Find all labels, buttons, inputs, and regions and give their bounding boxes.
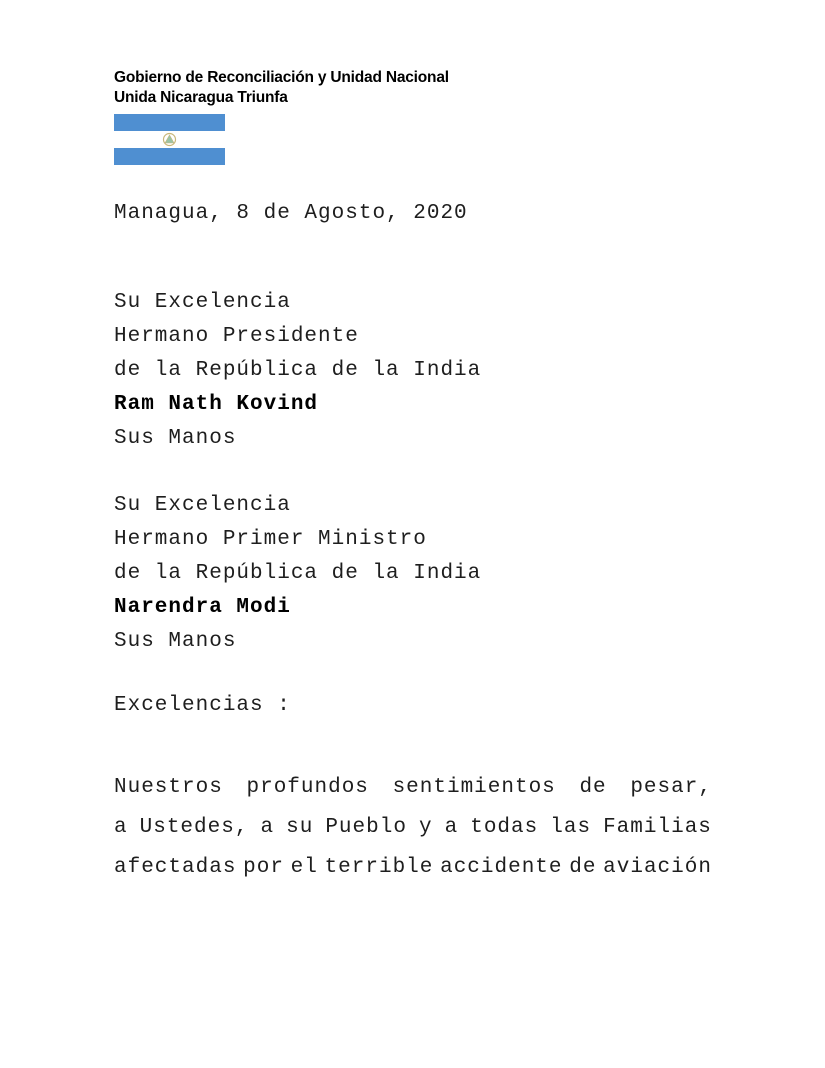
body-line: [114, 768, 712, 808]
body-word: a: [444, 816, 459, 839]
salutation: Excelencias :: [114, 694, 291, 717]
letter-date: Managua, 8 de Agosto, 2020: [114, 202, 468, 225]
recipient-role: Hermano Primer Ministro: [114, 528, 427, 551]
recipient-block-president: [114, 286, 481, 456]
body-word: pesar,: [630, 776, 712, 799]
body-word: profundos: [246, 776, 369, 799]
recipient-closing: Sus Manos: [114, 630, 237, 653]
body-word: Pueblo: [325, 816, 407, 839]
body-word: las: [550, 816, 592, 839]
body-word: a: [114, 816, 128, 839]
body-word: todas: [470, 816, 539, 839]
body-word: sentimientos: [392, 776, 556, 799]
letter-body: [114, 768, 712, 888]
letterhead-slogan: Unida Nicaragua Triunfa: [114, 89, 288, 106]
letterhead-government-name: Gobierno de Reconciliación y Unidad Nacional: [114, 69, 449, 86]
body-word: de: [569, 856, 597, 879]
recipient-title: Su Excelencia: [114, 291, 291, 314]
body-word: a: [260, 816, 275, 839]
body-line: [114, 808, 712, 848]
body-word: terrible: [324, 856, 434, 879]
letterhead: [114, 68, 449, 108]
body-word: Nuestros: [114, 776, 223, 799]
body-word: afectadas: [114, 856, 237, 879]
body-word: aviación: [603, 856, 712, 879]
body-word: y: [418, 816, 433, 839]
nicaragua-flag-icon: [114, 114, 225, 165]
body-word: su: [286, 816, 314, 839]
body-word: el: [290, 856, 318, 879]
recipient-country: de la República de la India: [114, 359, 482, 382]
recipient-name: Narendra Modi: [114, 596, 291, 619]
body-line: [114, 848, 712, 888]
body-word: por: [243, 856, 284, 879]
body-word: accidente: [440, 856, 563, 879]
body-word: Familias: [603, 816, 712, 839]
recipient-country: de la República de la India: [114, 562, 482, 585]
body-word: Ustedes,: [139, 816, 249, 839]
body-word: de: [579, 776, 607, 799]
recipient-block-prime-minister: [114, 489, 481, 659]
recipient-role: Hermano Presidente: [114, 325, 359, 348]
recipient-name: Ram Nath Kovind: [114, 393, 319, 416]
recipient-closing: Sus Manos: [114, 427, 237, 450]
recipient-title: Su Excelencia: [114, 494, 291, 517]
